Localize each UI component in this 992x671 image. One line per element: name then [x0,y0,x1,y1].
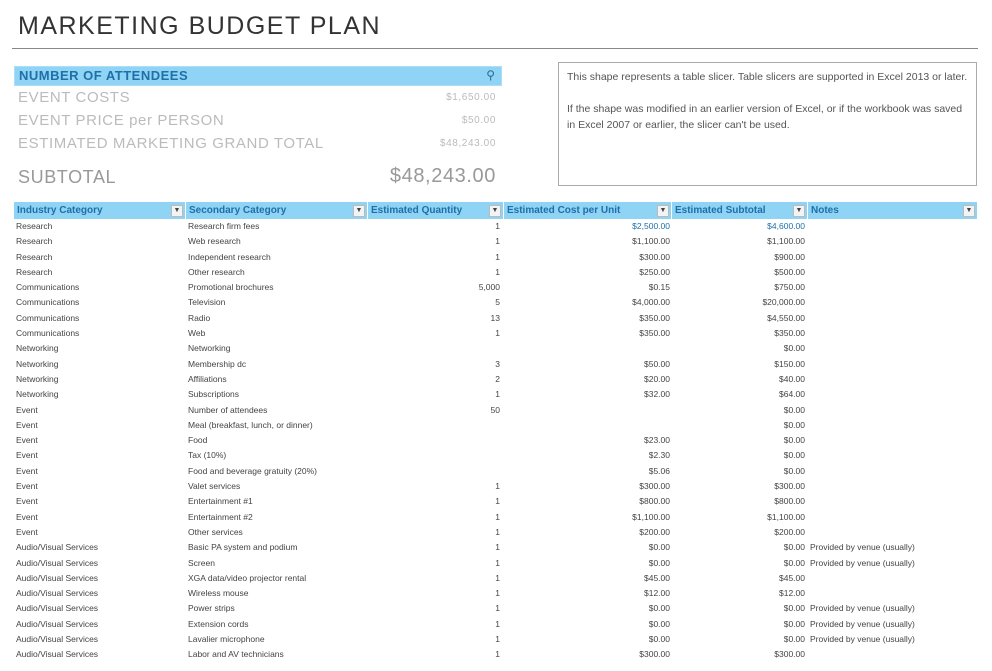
summary-label: EVENT PRICE per PERSON [18,112,225,129]
quantity-cell[interactable]: 1 [495,221,500,231]
subtotal-cell[interactable]: $4,600.00 [767,221,805,231]
secondary-category-cell[interactable]: Membership dc [188,358,247,369]
notes-cell[interactable]: Provided by venue (usually) [810,618,915,629]
secondary-category-cell[interactable]: Extension cords [188,618,249,629]
summary-value: $48,243.00 [439,138,496,149]
cost-per-unit-cell[interactable]: $200.00 [639,526,670,537]
subtotal-cell[interactable]: $300.00 [774,649,805,660]
table-row[interactable] [14,540,978,555]
industry-category-cell[interactable]: Audio/Visual Services [16,618,99,629]
subtotal-cell[interactable]: $64.00 [779,389,805,400]
secondary-category-cell[interactable]: Entertainment #1 [188,496,253,507]
subtotal-cell[interactable]: $200.00 [774,526,805,537]
filter-icon[interactable]: ⚲ [486,68,495,82]
subtotal-cell[interactable]: $4,550.00 [767,312,805,323]
industry-category-cell[interactable]: Event [16,404,38,415]
table-body [14,219,978,663]
table-row[interactable] [14,433,978,448]
industry-category-cell[interactable]: Communications [16,312,80,323]
quantity-cell[interactable]: 1 [495,511,500,522]
summary-value: $1,650.00 [446,92,496,103]
table-row[interactable] [14,265,978,280]
header-label: Estimated Subtotal [675,205,766,216]
secondary-category-cell[interactable]: Other services [188,526,243,537]
subtotal-cell[interactable]: $150.00 [774,358,805,369]
secondary-category-cell[interactable]: Entertainment #2 [188,511,253,522]
subtotal-cell[interactable]: $0.00 [783,343,805,354]
column-header-estimated-subtotal[interactable] [672,202,808,219]
subtotal-cell[interactable]: $0.00 [783,557,805,568]
table-row[interactable] [14,494,978,509]
industry-category-cell[interactable]: Networking [16,358,59,369]
subtotal-cell[interactable]: $0.00 [783,603,805,614]
table-row[interactable] [14,632,978,647]
table-row[interactable] [14,464,978,479]
cost-per-unit-cell[interactable]: $1,100.00 [632,236,670,247]
industry-category-cell[interactable]: Networking [16,373,59,384]
industry-category-cell[interactable]: Event [16,526,38,537]
cost-per-unit-cell[interactable]: $0.00 [648,618,670,629]
secondary-category-cell[interactable]: Radio [188,312,211,323]
secondary-category-cell[interactable]: Independent research [188,251,271,262]
cost-per-unit-cell[interactable]: $300.00 [639,649,670,660]
table-row[interactable] [14,372,978,387]
quantity-cell[interactable]: 2 [495,373,500,384]
secondary-category-cell[interactable]: Television [188,297,226,308]
table-row[interactable] [14,510,978,525]
subtotal-cell[interactable]: $0.00 [783,435,805,446]
subtotal-cell[interactable]: $45.00 [779,572,805,583]
subtotal-cell[interactable]: $20,000.00 [762,297,805,308]
cost-per-unit-cell[interactable]: $12.00 [644,588,670,599]
secondary-category-cell[interactable]: Food [188,435,208,446]
secondary-category-cell[interactable]: Subscriptions [188,389,240,400]
table-row[interactable] [14,403,978,418]
industry-category-cell[interactable]: Event [16,465,38,476]
summary-panel [14,66,502,191]
table-row[interactable] [14,601,978,616]
cost-per-unit-cell[interactable]: $32.00 [644,389,670,400]
note-line: This shape represents a table slicer. Table slicers are supported in Excel 2013 or later. [567,71,968,83]
cost-per-unit-cell[interactable]: $350.00 [639,312,670,323]
quantity-cell[interactable]: 1 [495,572,500,583]
subtotal-cell[interactable]: $12.00 [779,588,805,599]
table-row[interactable] [14,357,978,372]
column-header-industry-category[interactable] [14,202,186,219]
subtotal-cell[interactable]: $300.00 [774,481,805,492]
dropdown-arrow-icon[interactable]: ▼ [171,205,183,217]
secondary-category-cell[interactable]: Food and beverage gratuity (20%) [188,465,317,476]
header-label: Secondary Category [189,205,287,216]
industry-category-cell[interactable]: Event [16,450,38,461]
quantity-cell[interactable]: 1 [495,389,500,400]
notes-cell[interactable]: Provided by venue (usually) [810,542,915,553]
table-row[interactable] [14,295,978,310]
secondary-category-cell[interactable]: Basic PA system and podium [188,542,298,553]
cost-per-unit-cell[interactable]: $23.00 [644,435,670,446]
cost-per-unit-cell[interactable]: $0.00 [648,603,670,614]
industry-category-cell[interactable]: Event [16,481,38,492]
dropdown-arrow-icon[interactable]: ▼ [657,205,669,217]
industry-category-cell[interactable]: Networking [16,343,59,354]
industry-category-cell[interactable]: Communications [16,282,80,293]
header-label: Notes [811,205,839,216]
cost-per-unit-cell[interactable]: $2,500.00 [632,221,670,231]
subtotal-cell[interactable]: $0.00 [783,419,805,430]
table-row[interactable] [14,311,978,326]
secondary-category-cell[interactable]: Power strips [188,603,235,614]
cost-per-unit-cell[interactable]: $800.00 [639,496,670,507]
industry-category-cell[interactable]: Audio/Visual Services [16,542,99,553]
table-row[interactable] [14,341,978,356]
title-divider [12,48,978,49]
secondary-category-cell[interactable]: Meal (breakfast, lunch, or dinner) [188,419,313,430]
subtotal-cell[interactable]: $0.00 [783,404,805,415]
header-label: Estimated Cost per Unit [507,205,621,216]
quantity-cell[interactable]: 1 [495,634,500,645]
page-title: MARKETING BUDGET PLAN [18,12,382,40]
table-row[interactable] [14,571,978,586]
notes-cell[interactable]: Provided by venue (usually) [810,634,915,645]
subtotal-cell[interactable]: $0.00 [783,634,805,645]
subtotal-cell[interactable]: $350.00 [774,328,805,339]
secondary-category-cell[interactable]: Web research [188,236,241,247]
quantity-cell[interactable]: 1 [495,481,500,492]
table-header [14,202,978,219]
table-row[interactable] [14,479,978,494]
subtotal-cell[interactable]: $40.00 [779,373,805,384]
cost-per-unit-cell[interactable]: $0.00 [648,557,670,568]
summary-row [14,109,502,132]
quantity-cell[interactable]: 13 [490,312,500,323]
secondary-category-cell[interactable]: Screen [188,557,215,568]
notes-cell[interactable]: Provided by venue (usually) [810,603,915,614]
industry-category-cell[interactable]: Research [16,221,53,231]
subtotal-cell[interactable]: $900.00 [774,251,805,262]
budget-table [14,202,978,663]
table-row[interactable] [14,617,978,632]
quantity-cell[interactable]: 1 [495,236,500,247]
subtotal-cell[interactable]: $1,100.00 [767,511,805,522]
cost-per-unit-cell[interactable]: $45.00 [644,572,670,583]
dropdown-arrow-icon[interactable]: ▼ [353,205,365,217]
column-header-notes[interactable] [808,202,978,219]
subtotal-cell[interactable]: $0.00 [783,542,805,553]
industry-category-cell[interactable]: Communications [16,297,80,308]
quantity-cell[interactable]: 3 [495,358,500,369]
secondary-category-cell[interactable]: Number of attendees [188,404,268,415]
slicer-placeholder-note [558,62,977,186]
cost-per-unit-cell[interactable]: $4,000.00 [632,297,670,308]
industry-category-cell[interactable]: Research [16,251,53,262]
header-label: Estimated Quantity [371,205,463,216]
secondary-category-cell[interactable]: Wireless mouse [188,588,249,599]
table-row[interactable] [14,326,978,341]
quantity-cell[interactable]: 1 [495,588,500,599]
quantity-cell[interactable]: 1 [495,603,500,614]
industry-category-cell[interactable]: Event [16,511,38,522]
cost-per-unit-cell[interactable]: $0.15 [648,282,670,293]
quantity-cell[interactable]: 1 [495,618,500,629]
industry-category-cell[interactable]: Audio/Visual Services [16,634,99,645]
cost-per-unit-cell[interactable]: $5.06 [648,465,670,476]
secondary-category-cell[interactable]: Lavalier microphone [188,634,265,645]
table-row[interactable] [14,219,978,234]
notes-cell[interactable]: Provided by venue (usually) [810,557,915,568]
industry-category-cell[interactable]: Audio/Visual Services [16,649,99,660]
industry-category-cell[interactable]: Communications [16,328,80,339]
secondary-category-cell[interactable]: XGA data/video projector rental [188,572,307,583]
industry-category-cell[interactable]: Event [16,496,38,507]
secondary-category-cell[interactable]: Valet services [188,481,241,492]
note-line: If the shape was modified in an earlier version of Excel, or if the workbook was saved in Excel 2007 or earlier, the slicer can't be used. [567,103,963,131]
summary-label: ESTIMATED MARKETING GRAND TOTAL [18,135,324,152]
secondary-category-cell[interactable]: Labor and AV technicians [188,649,284,660]
cost-per-unit-cell[interactable]: $300.00 [639,251,670,262]
summary-row [14,132,502,155]
dropdown-arrow-icon[interactable]: ▼ [489,205,501,217]
table-row[interactable] [14,250,978,265]
quantity-cell[interactable]: 1 [495,542,500,553]
quantity-cell[interactable]: 1 [495,251,500,262]
subtotal-cell[interactable]: $750.00 [774,282,805,293]
summary-label: EVENT COSTS [18,89,131,106]
secondary-category-cell[interactable]: Tax (10%) [188,450,227,461]
subtotal-label: SUBTOTAL [18,167,117,187]
column-header-cost-per-unit[interactable] [504,202,672,219]
quantity-cell[interactable]: 50 [490,404,500,415]
summary-value: $50.00 [461,115,496,126]
quantity-cell[interactable]: 5 [495,297,500,308]
subtotal-cell[interactable]: $1,100.00 [767,236,805,247]
quantity-cell[interactable]: 1 [495,649,500,660]
subtotal-cell[interactable]: $0.00 [783,450,805,461]
slicer-label: NUMBER OF ATTENDEES [19,68,189,83]
table-row[interactable] [14,234,978,249]
quantity-cell[interactable]: 1 [495,526,500,537]
table-row[interactable] [14,647,978,662]
subtotal-cell[interactable]: $0.00 [783,618,805,629]
subtotal-cell[interactable]: $0.00 [783,465,805,476]
quantity-cell[interactable]: 1 [495,557,500,568]
quantity-cell[interactable]: 1 [495,496,500,507]
quantity-cell[interactable]: 1 [495,266,500,277]
cost-per-unit-cell[interactable]: $250.00 [639,266,670,277]
column-header-estimated-quantity[interactable] [368,202,504,219]
subtotal-row [14,159,502,191]
subtotal-cell[interactable]: $500.00 [774,266,805,277]
summary-row [14,86,502,109]
industry-category-cell[interactable]: Research [16,266,53,277]
column-header-secondary-category[interactable] [186,202,368,219]
industry-category-cell[interactable]: Audio/Visual Services [16,557,99,568]
cost-per-unit-cell[interactable]: $2.30 [648,450,670,461]
table-row[interactable] [14,556,978,571]
cost-per-unit-cell[interactable]: $350.00 [639,328,670,339]
industry-category-cell[interactable]: Networking [16,389,59,400]
dropdown-arrow-icon[interactable]: ▼ [793,205,805,217]
subtotal-value: $48,243.00 [389,165,496,187]
industry-category-cell[interactable]: Audio/Visual Services [16,572,99,583]
industry-category-cell[interactable]: Audio/Visual Services [16,603,99,614]
cost-per-unit-cell[interactable]: $50.00 [644,358,670,369]
secondary-category-cell[interactable]: Other research [188,266,245,277]
table-row[interactable] [14,525,978,540]
table-row[interactable] [14,418,978,433]
industry-category-cell[interactable]: Audio/Visual Services [16,588,99,599]
table-row[interactable] [14,586,978,601]
subtotal-cell[interactable]: $800.00 [774,496,805,507]
quantity-cell[interactable]: 5,000 [478,282,500,293]
table-row[interactable] [14,387,978,402]
dropdown-arrow-icon[interactable]: ▼ [963,205,975,217]
quantity-cell[interactable]: 1 [495,328,500,339]
secondary-category-cell[interactable]: Promotional brochures [188,282,274,293]
header-label: Industry Category [17,205,103,216]
industry-category-cell[interactable]: Research [16,236,53,247]
cost-per-unit-cell[interactable]: $300.00 [639,481,670,492]
table-row[interactable] [14,448,978,463]
industry-category-cell[interactable]: Event [16,435,38,446]
cost-per-unit-cell[interactable]: $1,100.00 [632,511,670,522]
industry-category-cell[interactable]: Event [16,419,38,430]
cost-per-unit-cell[interactable]: $20.00 [644,373,670,384]
table-row[interactable] [14,280,978,295]
secondary-category-cell[interactable]: Research firm fees [188,221,260,231]
secondary-category-cell[interactable]: Affiliations [188,373,227,384]
secondary-category-cell[interactable]: Web [188,328,206,339]
cost-per-unit-cell[interactable]: $0.00 [648,542,670,553]
secondary-category-cell[interactable]: Networking [188,343,231,354]
attendees-slicer[interactable] [14,66,502,86]
cost-per-unit-cell[interactable]: $0.00 [648,634,670,645]
